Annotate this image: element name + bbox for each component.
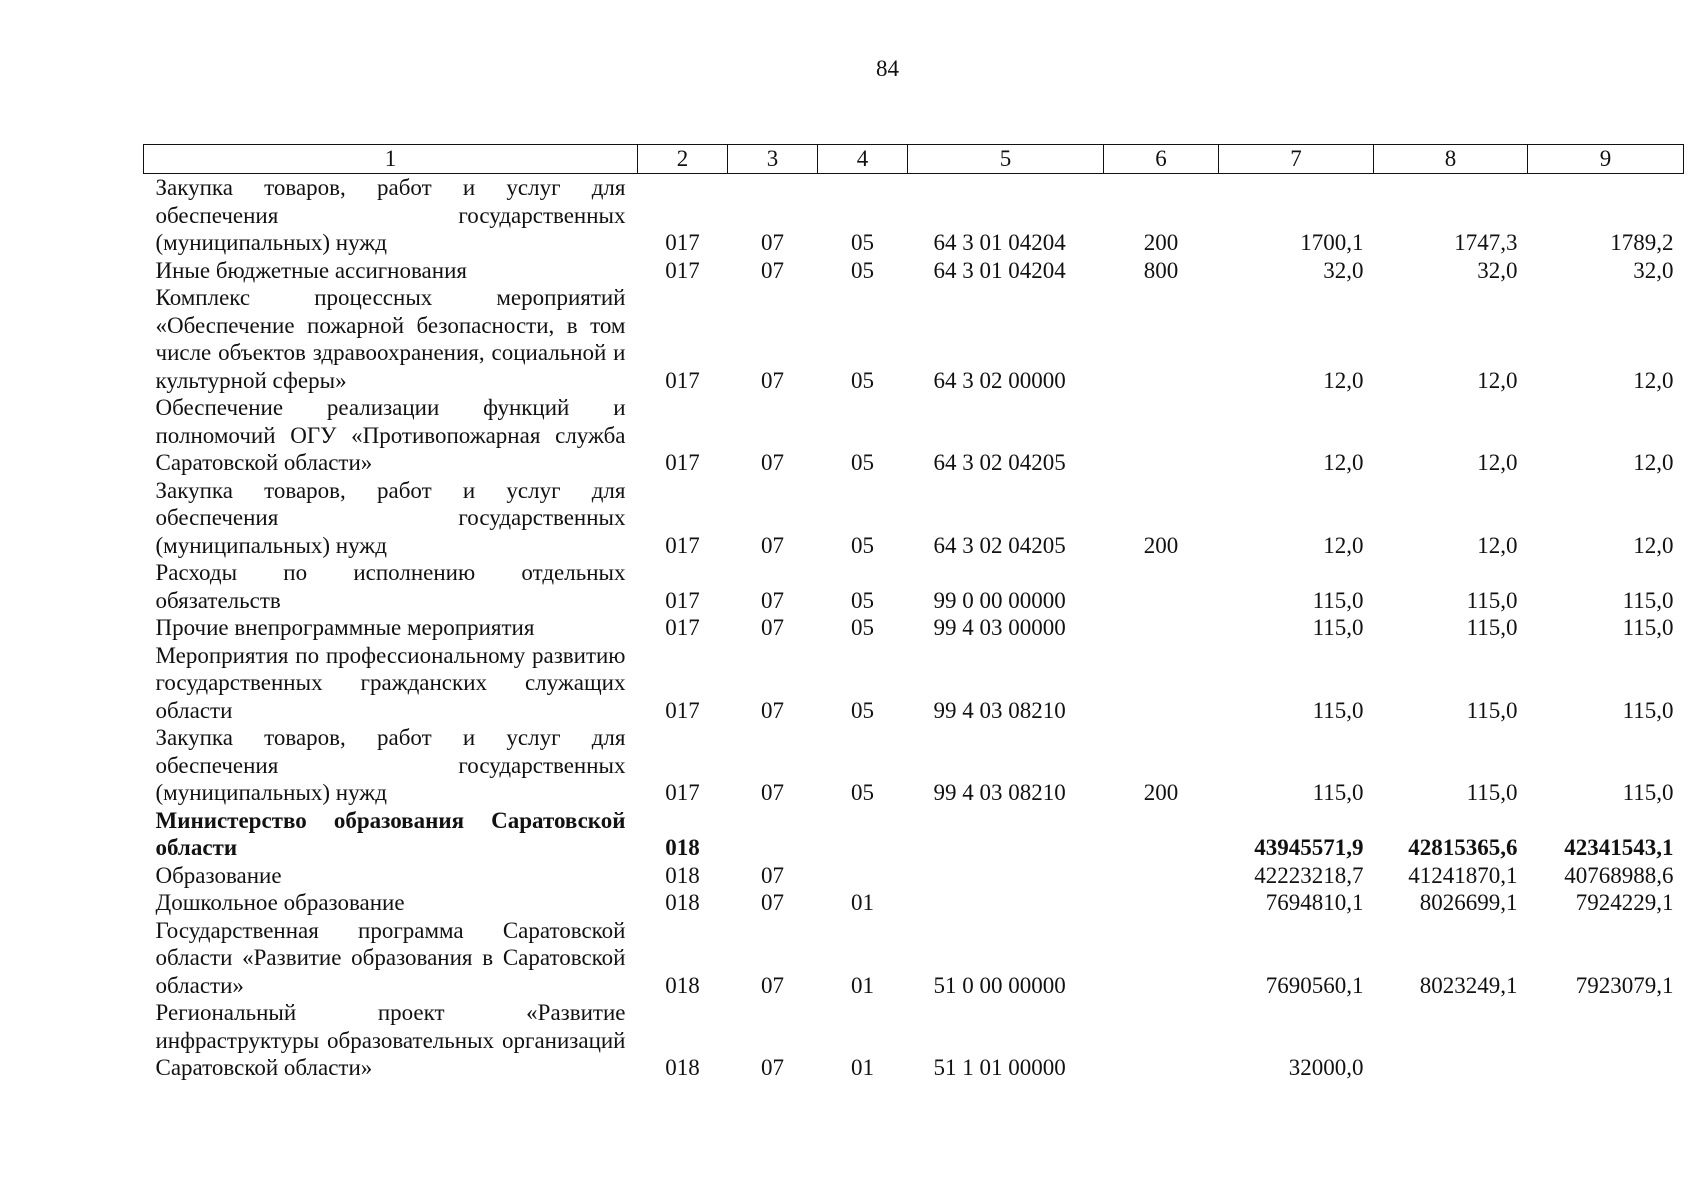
table-row <box>144 889 1684 917</box>
row-amount-cell: 7694810,1 <box>1265 890 1364 915</box>
row-target-article-cell: 64 3 01 04204 <box>933 257 1066 283</box>
row-code-cell: 017 <box>665 230 700 255</box>
row-target-article-cell <box>908 889 1104 917</box>
row-name-cell: Комплекс процессных мероприятий «Обеспечение пожарной безопасности, в том числе объектов здравоохранения, социальной и культурной сферы» <box>155 285 626 393</box>
row-target-article-cell: 99 0 00 00000 <box>933 587 1066 613</box>
table-row <box>144 257 1684 285</box>
row-subsection-cell: 01 <box>851 1055 874 1080</box>
row-name-cell: Закупка товаров, работ и услуг для обеспечения государственных (муниципальных) нужд <box>155 725 626 805</box>
row-name-cell: Образование <box>155 862 282 888</box>
table-row <box>144 559 1684 614</box>
table-row <box>144 724 1684 807</box>
header-cell-7: 7 <box>1219 145 1374 174</box>
row-name-cell: Закупка товаров, работ и услуг для обеспечения государственных (муниципальных) нужд <box>155 477 626 558</box>
row-target-article-cell <box>908 862 1104 890</box>
row-amount-cell: 32,0 <box>1633 257 1674 283</box>
row-amount-cell: 115,0 <box>1466 780 1518 805</box>
row-expense-type-cell: 200 <box>1143 780 1179 805</box>
row-target-article-cell: 99 4 03 00000 <box>933 615 1066 640</box>
table-row <box>144 614 1684 642</box>
row-section-cell: 07 <box>761 615 784 640</box>
row-subsection-cell: 01 <box>851 890 874 915</box>
row-amount-cell <box>1374 999 1528 1082</box>
table-row <box>144 917 1684 1000</box>
row-code-cell: 017 <box>665 450 700 475</box>
row-code-cell: 018 <box>665 835 700 860</box>
row-subsection-cell: 05 <box>851 780 874 805</box>
row-code-cell: 018 <box>665 862 700 888</box>
row-subsection-cell: 05 <box>851 587 874 613</box>
row-subsection-cell: 05 <box>851 615 874 640</box>
row-section-cell: 07 <box>761 257 784 283</box>
row-amount-cell: 115,0 <box>1622 697 1674 723</box>
row-amount-cell: 32,0 <box>1477 257 1518 283</box>
row-code-cell: 017 <box>665 257 700 283</box>
header-cell-8: 8 <box>1374 145 1528 174</box>
row-amount-cell: 115,0 <box>1466 697 1518 723</box>
row-amount-cell: 115,0 <box>1466 587 1518 613</box>
row-amount-cell: 1789,2 <box>1610 230 1674 255</box>
row-amount-cell: 7923079,1 <box>1575 972 1674 998</box>
row-amount-cell: 115,0 <box>1312 587 1364 613</box>
row-expense-type-cell: 800 <box>1143 257 1179 283</box>
row-target-article-cell: 64 3 02 00000 <box>933 367 1066 393</box>
row-amount-cell: 115,0 <box>1466 615 1518 640</box>
row-amount-cell: 1747,3 <box>1454 230 1518 255</box>
row-subsection-cell: 05 <box>851 697 874 723</box>
row-amount-cell: 42341543,1 <box>1564 835 1674 860</box>
row-amount-cell: 12,0 <box>1477 367 1518 393</box>
row-amount-cell: 115,0 <box>1622 615 1674 640</box>
row-expense-type-cell <box>1104 394 1219 477</box>
row-section-cell: 07 <box>761 697 784 723</box>
row-expense-type-cell <box>1104 917 1219 1000</box>
header-cell-2: 2 <box>638 145 728 174</box>
row-name-cell: Региональный проект «Развитие инфраструктуры образовательных организаций Саратовской области» <box>155 1000 626 1080</box>
row-name-cell: Расходы по исполнению отдельных обязательств <box>155 560 626 613</box>
row-target-article-cell: 64 3 01 04204 <box>933 230 1066 255</box>
row-section-cell: 07 <box>761 532 784 558</box>
header-cell-5: 5 <box>908 145 1104 174</box>
row-amount-cell: 12,0 <box>1477 450 1518 475</box>
table-row <box>144 284 1684 394</box>
row-subsection-cell: 05 <box>851 450 874 475</box>
row-amount-cell <box>1528 999 1684 1082</box>
row-expense-type-cell <box>1104 284 1219 394</box>
row-name-cell: Закупка товаров, работ и услуг для обеспечения государственных (муниципальных) нужд <box>155 175 626 255</box>
budget-table <box>143 144 1684 1082</box>
row-amount-cell: 115,0 <box>1622 587 1674 613</box>
row-code-cell: 018 <box>665 972 700 998</box>
table-body <box>144 174 1684 1082</box>
row-expense-type-cell: 200 <box>1143 532 1179 558</box>
page-number: 84 <box>876 56 899 81</box>
header-cell-3: 3 <box>728 145 818 174</box>
row-code-cell: 017 <box>665 532 700 558</box>
row-amount-cell: 42815365,6 <box>1408 835 1518 860</box>
table-row <box>144 642 1684 725</box>
row-expense-type-cell <box>1104 862 1219 890</box>
row-section-cell: 07 <box>761 587 784 613</box>
table-row <box>144 394 1684 477</box>
row-section-cell: 07 <box>761 862 784 888</box>
row-section-cell: 07 <box>761 230 784 255</box>
row-section-cell: 07 <box>761 780 784 805</box>
row-section-cell: 07 <box>761 1055 784 1080</box>
row-expense-type-cell <box>1104 807 1219 862</box>
row-amount-cell: 115,0 <box>1312 780 1364 805</box>
row-amount-cell: 12,0 <box>1323 532 1364 558</box>
row-expense-type-cell: 200 <box>1143 230 1179 255</box>
row-amount-cell: 12,0 <box>1477 532 1518 558</box>
row-code-cell: 017 <box>665 615 700 640</box>
row-name-cell: Прочие внепрограммные мероприятия <box>155 615 535 640</box>
row-amount-cell: 7690560,1 <box>1265 972 1364 998</box>
row-section-cell <box>728 807 818 862</box>
table-row <box>144 999 1684 1082</box>
row-amount-cell: 12,0 <box>1633 532 1674 558</box>
table-row <box>144 862 1684 890</box>
row-amount-cell: 41241870,1 <box>1408 862 1518 888</box>
row-name-cell: Дошкольное образование <box>155 890 405 915</box>
row-amount-cell: 43945571,9 <box>1254 835 1364 860</box>
row-section-cell: 07 <box>761 972 784 998</box>
row-code-cell: 017 <box>665 780 700 805</box>
row-amount-cell: 8026699,1 <box>1419 890 1518 915</box>
header-cell-9: 9 <box>1528 145 1684 174</box>
row-code-cell: 017 <box>665 587 700 613</box>
row-amount-cell: 12,0 <box>1323 450 1364 475</box>
row-name-cell: Мероприятия по профессиональному развитию государственных гражданских служащих области <box>155 642 626 723</box>
row-amount-cell: 12,0 <box>1323 367 1364 393</box>
row-amount-cell: 40768988,6 <box>1564 862 1674 888</box>
row-name-cell: Иные бюджетные ассигнования <box>155 257 467 283</box>
row-amount-cell: 42223218,7 <box>1254 862 1364 888</box>
row-amount-cell: 115,0 <box>1312 615 1364 640</box>
row-target-article-cell: 64 3 02 04205 <box>933 532 1066 558</box>
row-subsection-cell: 05 <box>851 532 874 558</box>
row-expense-type-cell <box>1104 559 1219 614</box>
row-expense-type-cell <box>1104 642 1219 725</box>
table-row <box>144 477 1684 560</box>
row-section-cell: 07 <box>761 367 784 393</box>
row-target-article-cell: 51 0 00 00000 <box>933 972 1066 998</box>
row-code-cell: 018 <box>665 1055 700 1080</box>
row-subsection-cell <box>818 862 908 890</box>
row-target-article-cell: 64 3 02 04205 <box>933 450 1066 475</box>
row-amount-cell: 1700,1 <box>1300 230 1364 255</box>
row-target-article-cell: 99 4 03 08210 <box>933 780 1066 805</box>
row-expense-type-cell <box>1104 889 1219 917</box>
row-name-cell: Обеспечение реализации функций и полномочий ОГУ «Противопожарная служба Саратовской области» <box>155 395 626 475</box>
row-subsection-cell: 05 <box>851 257 874 283</box>
row-subsection-cell: 05 <box>851 367 874 393</box>
row-section-cell: 07 <box>761 890 784 915</box>
row-code-cell: 017 <box>665 697 700 723</box>
row-section-cell: 07 <box>761 450 784 475</box>
row-code-cell: 018 <box>665 890 700 915</box>
table-row <box>144 807 1684 862</box>
row-subsection-cell: 01 <box>851 972 874 998</box>
row-name-cell: Министерство образования Саратовской области <box>155 807 626 860</box>
row-amount-cell: 12,0 <box>1633 367 1674 393</box>
row-expense-type-cell <box>1104 999 1219 1082</box>
row-amount-cell: 8023249,1 <box>1419 972 1518 998</box>
row-amount-cell: 32,0 <box>1323 257 1364 283</box>
row-expense-type-cell <box>1104 614 1219 642</box>
row-amount-cell: 115,0 <box>1622 780 1674 805</box>
header-row <box>144 145 1684 174</box>
row-subsection-cell: 05 <box>851 230 874 255</box>
row-target-article-cell: 51 1 01 00000 <box>933 1055 1066 1080</box>
header-cell-6: 6 <box>1104 145 1219 174</box>
row-target-article-cell <box>908 807 1104 862</box>
row-amount-cell: 32000,0 <box>1288 1055 1364 1080</box>
header-cell-4: 4 <box>818 145 908 174</box>
row-amount-cell: 12,0 <box>1633 450 1674 475</box>
row-target-article-cell: 99 4 03 08210 <box>933 697 1066 723</box>
header-cell-1: 1 <box>144 145 638 174</box>
row-subsection-cell <box>818 807 908 862</box>
row-amount-cell: 7924229,1 <box>1575 890 1674 915</box>
row-code-cell: 017 <box>665 367 700 393</box>
row-name-cell: Государственная программа Саратовской области «Развитие образования в Саратовской области» <box>155 917 626 998</box>
row-amount-cell: 115,0 <box>1312 697 1364 723</box>
table-row <box>144 174 1684 257</box>
